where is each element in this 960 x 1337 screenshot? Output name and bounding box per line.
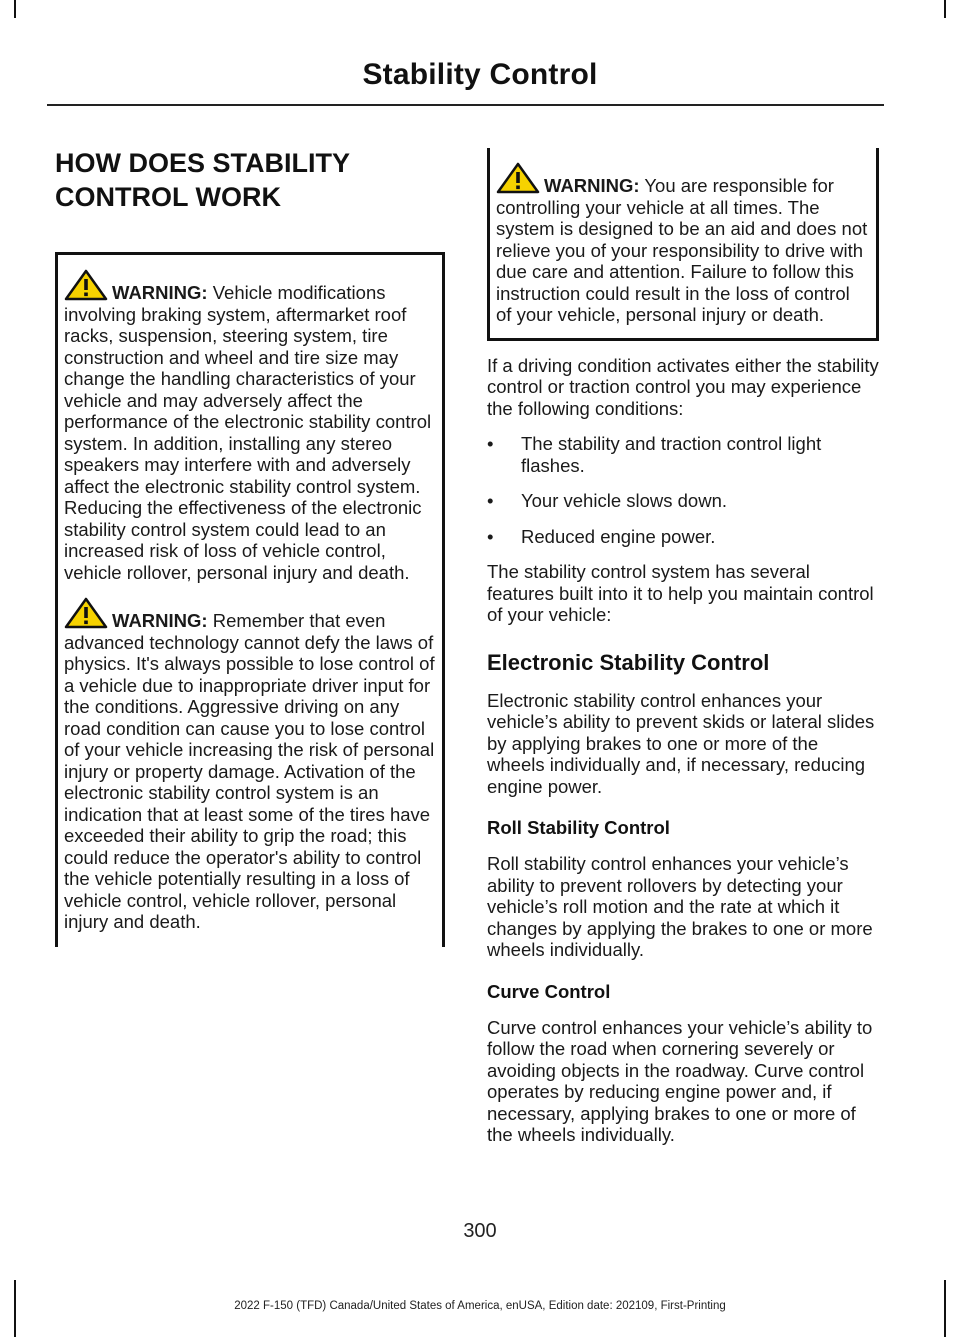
warning-triangle-icon: [64, 597, 108, 629]
curve-control-heading: Curve Control: [487, 980, 611, 1002]
warning-label: WARNING:: [112, 282, 208, 303]
warning-triangle-icon: [496, 162, 540, 194]
warning-laws-of-physics: [64, 597, 436, 933]
list-item: • The stability and traction control light flashes.: [487, 433, 879, 476]
warning-box-left: [55, 252, 445, 947]
header-divider: [47, 104, 884, 106]
rsc-heading: Roll Stability Control: [487, 817, 670, 838]
warning-label: WARNING:: [544, 175, 640, 196]
warning-text: You are responsible for controlling your vehicle at all times. The system is designed to be an aid and does not relieve you of your responsibility to drive with due care and attention. Failure to follow this instruction could result in the loss of control of your vehicle, personal injury or death.: [496, 175, 868, 325]
conditions-list: [487, 433, 879, 547]
edition-footer: 2022 F-150 (TFD) Canada/United States of America, enUSA, Edition date: 202109, First-Printing: [234, 1300, 726, 1312]
list-item: • Reduced engine power.: [487, 526, 879, 548]
page-number: 300: [463, 1220, 497, 1242]
crop-mark-top-left: [14, 0, 16, 18]
section-title-line-1: HOW DOES STABILITY: [55, 148, 350, 178]
crop-mark-top-right: [944, 0, 946, 18]
section-title: [55, 146, 445, 214]
curve-control-text: Curve control enhances your vehicle’s ability to follow the road when cornering severely or avoiding objects in the roadway. Curve control operates by reducing engine power and, if necessary, applying brakes to one or more of the wheels individually.: [487, 1016, 873, 1145]
right-column: [487, 148, 879, 1146]
list-item: • Your vehicle slows down.: [487, 490, 879, 512]
warning-triangle-icon: [64, 269, 108, 301]
features-intro: The stability control system has several features built into it to help you maintain control of your vehicle:: [487, 561, 874, 625]
conditions-intro: If a driving condition activates either the stability control or traction control you may experience the following conditions:: [487, 354, 879, 419]
warning-text: Vehicle modifications involving braking system, aftermarket roof racks, suspension, steering system, tire construction and wheel and tire size may change the handling characteristics of your vehicle and may adversely affect the performance of the electronic stability control system. In addition, installing any stereo speakers may interfere with and adversely affect the electronic stability control system. Reducing the effectiveness of the electronic stability control system could lead to an increased risk of loss of vehicle control, vehicle rollover, personal injury and death.: [64, 282, 432, 583]
warning-text: Remember that even advanced technology cannot defy the laws of physics. It's always possible to lose control of a vehicle due to inappropriate driver input for the conditions. Aggressive driving on any road condition can cause you to lose control of your vehicle increasing the risk of personal injury or property damage. Activation of the electronic stability control system is an indication that at least some of the tires have exceeded their ability to grip the road; this could reduce the operator's ability to control the vehicle potentially resulting in a loss of vehicle control, vehicle rollover, personal injury and death.: [64, 610, 435, 932]
right-body: [487, 355, 879, 1146]
page-title: Stability Control: [362, 58, 598, 91]
left-column: [55, 146, 445, 947]
warning-vehicle-modifications: [64, 269, 436, 583]
rsc-text: Roll stability control enhances your vehicle’s ability to prevent rollovers by detecting your vehicle’s roll motion and the rate at which it changes by applying the brakes to one or more wheels individually.: [487, 853, 873, 960]
warning-driver-responsibility: [496, 162, 870, 326]
warning-label: WARNING:: [112, 610, 208, 631]
esc-heading: Electronic Stability Control: [487, 649, 770, 675]
section-title-line-2: CONTROL WORK: [55, 182, 281, 212]
warning-box-right: [487, 148, 879, 341]
esc-text: Electronic stability control enhances your vehicle’s ability to prevent skids or lateral slides by applying brakes to one or more of the wheels individually and, if necessary, reducing engine power.: [487, 689, 875, 797]
